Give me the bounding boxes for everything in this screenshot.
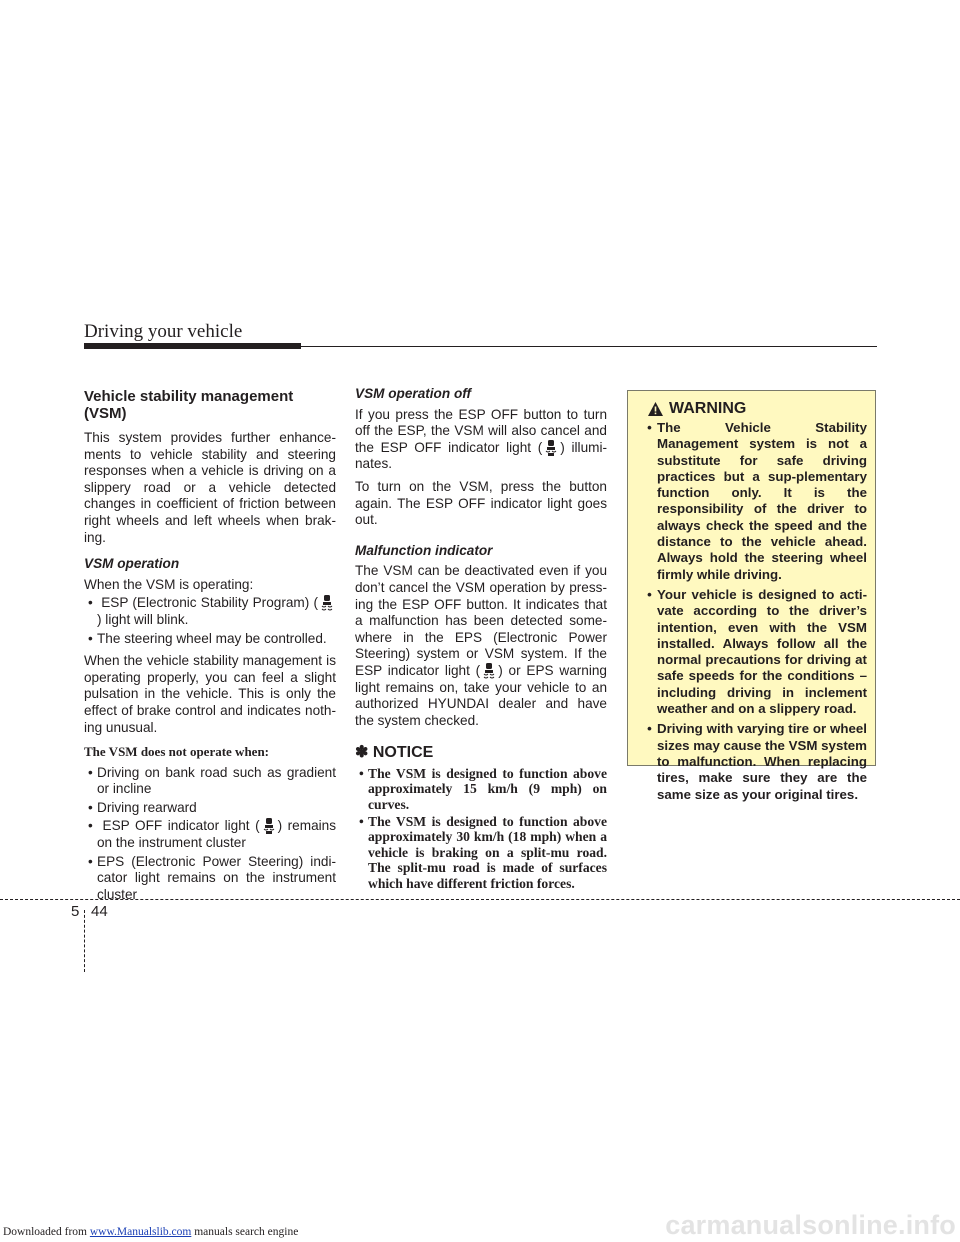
download-notice: Downloaded from www.Manualslib.com manuals search engine [3, 1226, 299, 1238]
off-paragraph-2: To turn on the VSM, press the button again. The ESP OFF indicator light goes out. [355, 478, 607, 528]
footer-dashed-rule [0, 899, 960, 900]
page-header-title: Driving your vehicle [84, 321, 243, 342]
section-heading: Vehicle stability management (VSM) [84, 388, 294, 422]
warning-item: • Driving with varying tire or wheel sizes may cause the VSM system to malfunction. When replacing tires, make sure they are the same size as your original tires. [636, 721, 867, 802]
esp-indicator-icon [483, 663, 495, 679]
intro-paragraph: This system provides further enhance-ments to vehicle stability and steering responses when a vehicle is driving on a slippery road or a vehicle detected changes in coefficient of friction between right wheels and left wheels when brak-ing. [84, 430, 336, 545]
manualslib-link[interactable]: www.Manualslib.com [89, 1226, 192, 1238]
warning-item: • Your vehicle is designed to acti-vate according to the driver’s intention, even with the VSM installed. Always follow all the normal precautions for driving at safe speeds for the conditions – including driving in inclement weather and on a slippery road. [636, 587, 867, 717]
list-item: • EPS (Electronic Power Steering) indi-cator light remains on the instrument cluster [84, 854, 336, 904]
footer-dashed-divider [84, 910, 85, 972]
page-number: 44 [91, 903, 108, 920]
chapter-number: 5 [71, 903, 80, 920]
vsm-off-heading: VSM operation off [355, 386, 472, 401]
list-item: • Driving rearward [84, 800, 336, 817]
list-item: • ESP OFF indicator light ( ) remains on the instrument cluster [84, 818, 336, 851]
left-column [84, 388, 336, 905]
notice-item: • The VSM is designed to function above approximately 15 km/h (9 mph) on curves. [355, 766, 607, 813]
vsm-operation-heading: VSM operation [84, 556, 180, 572]
notice-item: • The VSM is designed to function above approximately 30 km/h (18 mph) when a vehicle is braking on a split-mu road. The split-mu road is made of surfaces which have different friction forces. [355, 814, 607, 892]
operation-lead: When the VSM is operating: [84, 576, 254, 592]
watermark: carmanualsonline.info [665, 1210, 956, 1240]
malfunction-heading: Malfunction indicator [355, 542, 493, 558]
esp-off-indicator-icon [545, 440, 557, 456]
off-paragraph-1: If you press the ESP OFF button to turn off the ESP, the VSM will also cancel and the ESP OFF indicator light ( ) illumi-nates. [355, 406, 607, 472]
esp-off-indicator-icon [263, 818, 275, 834]
warning-item: • The Vehicle Stability Management system is not a substitute for safe driving practices but a sup-plementary function only. It is the responsibility of the driver to always check the speed and the distance to the vehicle ahead. Always hold the steering wheel firmly while driving. [636, 420, 867, 583]
notice-title: ✽ NOTICE [355, 744, 434, 762]
list-item: • The steering wheel may be controlled. [84, 631, 336, 648]
list-item: • Driving on bank road such as gradient or incline [84, 765, 336, 798]
list-item: • ESP (Electronic Stability Program) () light will blink. [84, 595, 336, 628]
malfunction-paragraph: The VSM can be deactivated even if you don’t cancel the VSM operation by press-ing the ESP OFF button. It indicates that a malfunction has been detected some-where in the EPS (Electronic Power Steering) system or VSM system. If the ESP indicator light ( ) or EPS warning light remains on, take your vehicle to an authorized HYUNDAI dealer and have the system checked. [355, 563, 607, 728]
not-operate-heading: The VSM does not operate when: [84, 744, 270, 760]
warning-header [636, 400, 867, 418]
header-rule [84, 346, 877, 347]
middle-column [355, 386, 607, 893]
warning-title: WARNING [669, 400, 747, 417]
warning-box [627, 390, 876, 802]
warning-triangle-icon [648, 402, 663, 416]
operation-paragraph: When the vehicle stability management is operating properly, you can feel a slight pulsation in the vehicle. This is only the effect of brake control and indicates noth-ing unusual. [84, 653, 336, 735]
esp-indicator-icon [321, 595, 333, 611]
